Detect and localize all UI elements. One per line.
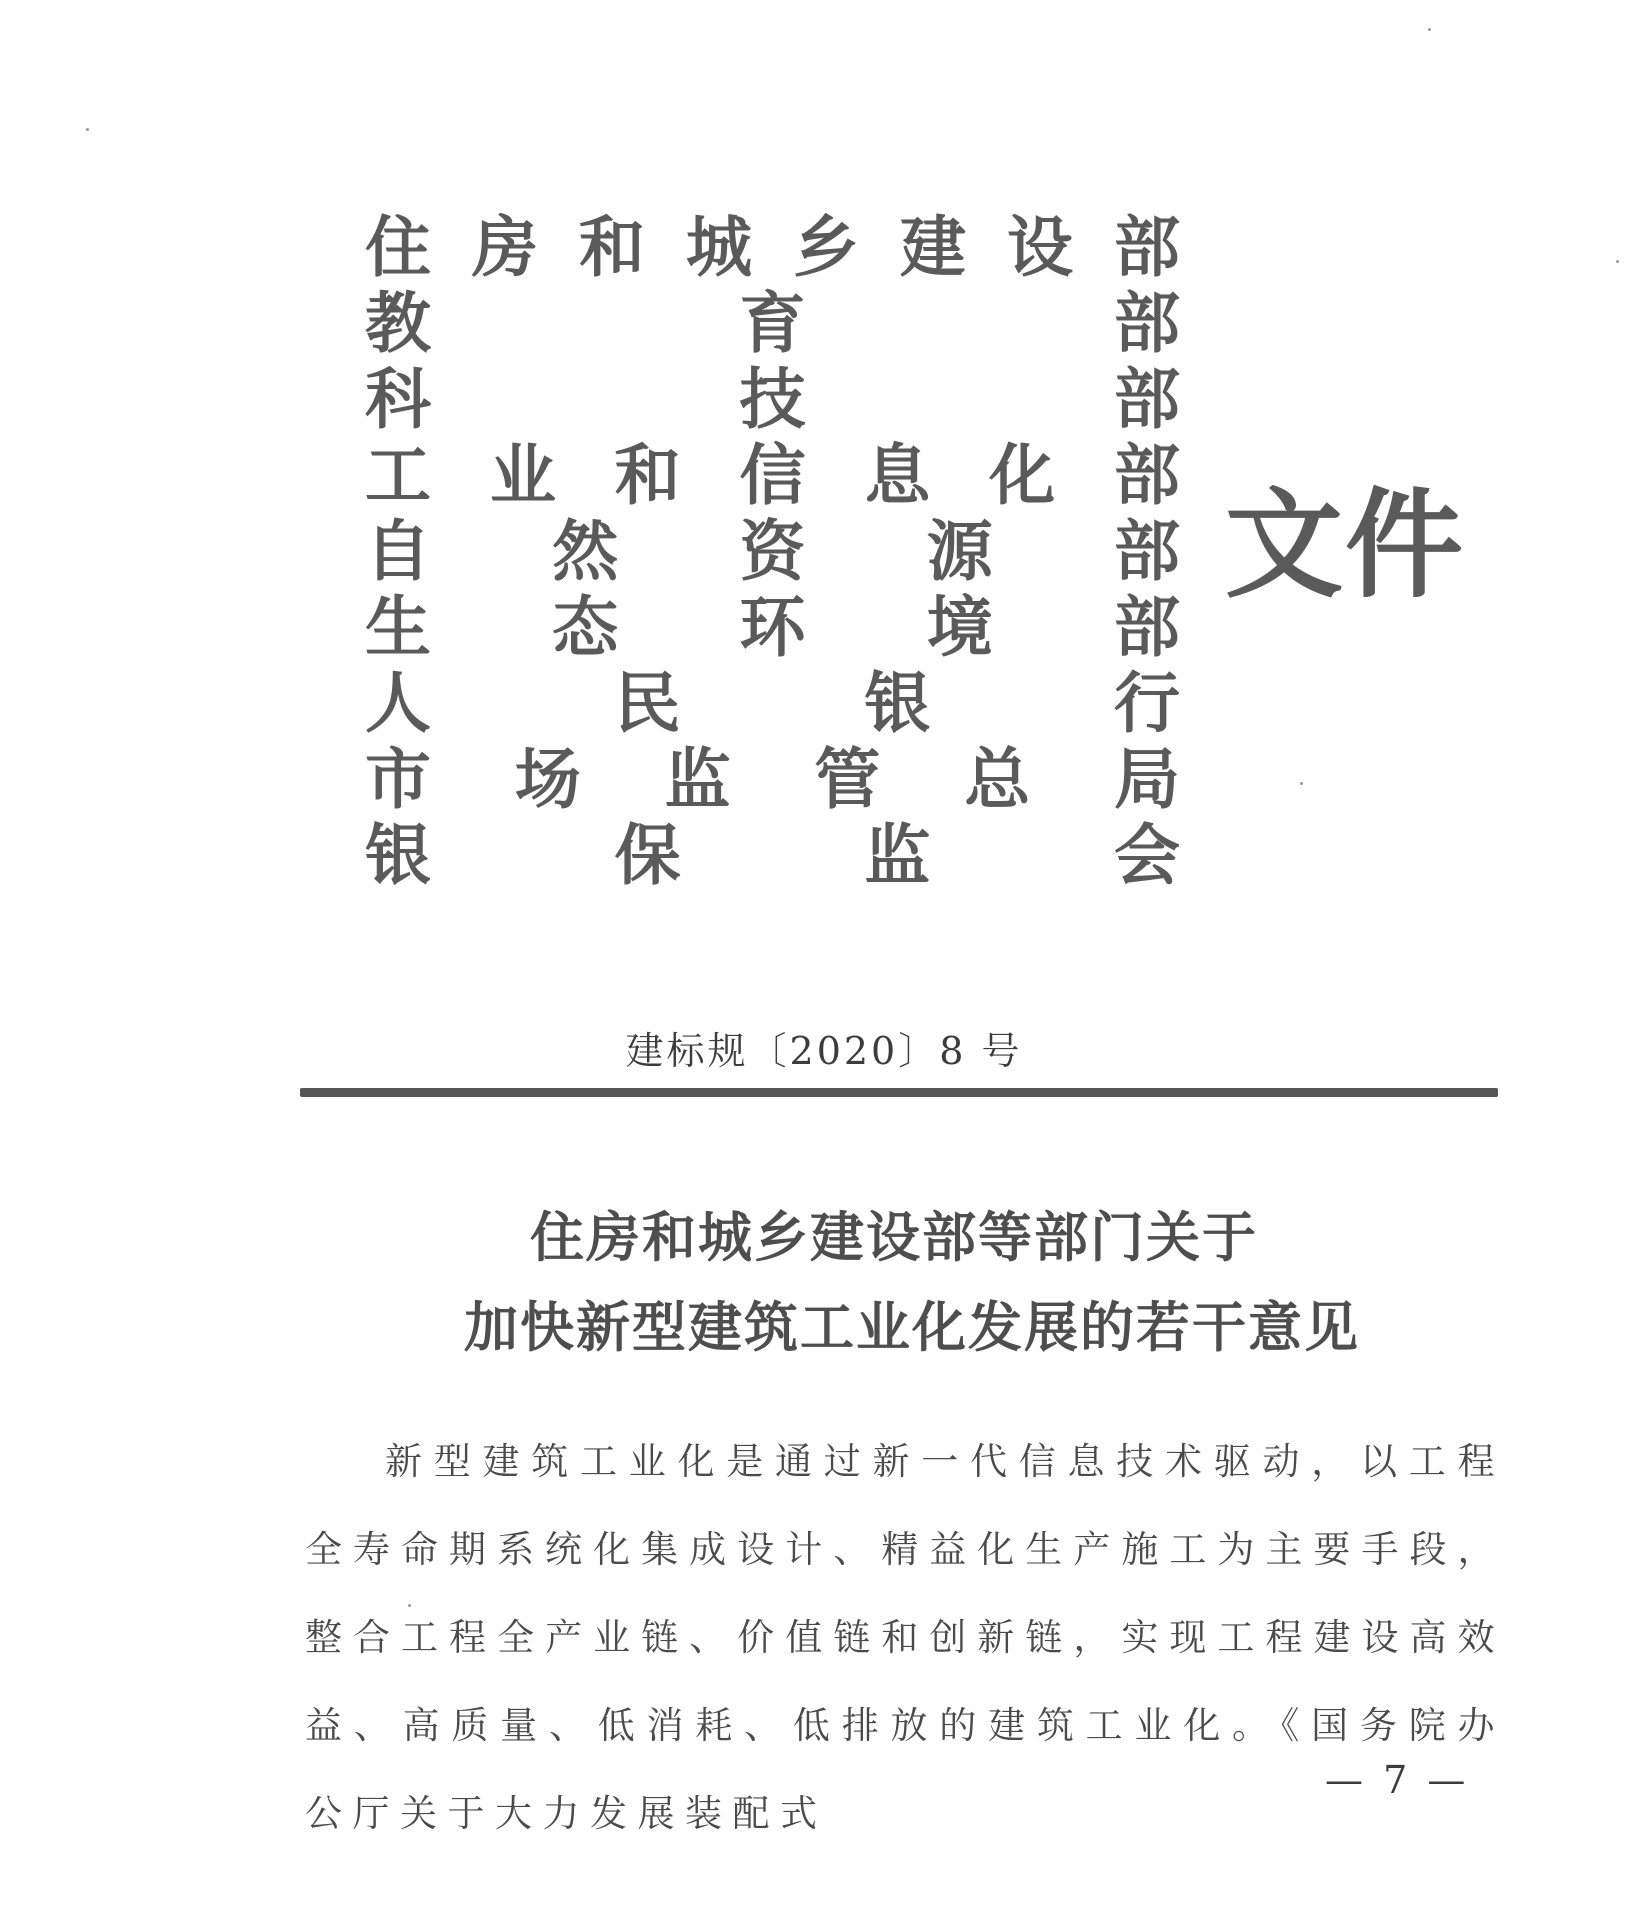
agency-char: 民 <box>614 665 681 742</box>
agency-char: 部 <box>1114 209 1180 286</box>
scan-speck <box>1616 260 1619 263</box>
document-number: 建标规〔2020〕8 号 <box>625 1029 1023 1073</box>
agency-char: 技 <box>739 361 806 438</box>
agency-char: 市 <box>365 741 431 818</box>
agency-char: 教 <box>365 285 431 362</box>
agency-char: 银 <box>864 665 931 742</box>
agency-char: 部 <box>1114 589 1180 666</box>
agency-char: 住 <box>365 209 431 286</box>
agency-char: 场 <box>514 741 581 818</box>
document-label: 文件 <box>1225 476 1466 614</box>
agency-char: 人 <box>365 665 431 742</box>
agency-char: 环 <box>739 589 806 666</box>
agency-char: 管 <box>814 741 881 818</box>
agency-char: 科 <box>365 361 431 438</box>
agency-char: 息 <box>864 437 931 514</box>
issuing-agencies <box>365 210 1180 894</box>
agency-row <box>365 286 1180 362</box>
agency-row <box>365 514 1180 590</box>
scan-speck <box>1428 28 1431 31</box>
agency-char: 部 <box>1114 361 1180 438</box>
agency-char: 源 <box>926 513 993 590</box>
agency-row <box>365 742 1180 818</box>
agency-char: 境 <box>926 589 993 666</box>
agency-char: 监 <box>664 741 731 818</box>
agency-char: 监 <box>864 817 931 894</box>
agency-row <box>365 362 1180 438</box>
agency-char: 建 <box>900 209 966 286</box>
agency-char: 银 <box>365 817 431 894</box>
agency-char: 总 <box>964 741 1031 818</box>
agency-char: 局 <box>1113 741 1180 818</box>
header-divider <box>300 1088 1498 1097</box>
agency-char: 乡 <box>793 209 859 286</box>
scan-speck <box>86 128 89 131</box>
agency-char: 业 <box>489 437 556 514</box>
body-paragraph: 新型建筑工业化是通过新一代信息技术驱动，以工程全寿命期系统化集成设计、精益化生产施工为主要手段，整合工程全产业链、价值链和创新链，实现工程建设高效益、高质量、低消耗、低排放的建筑工业化。《国务院办公厅关于大力发展装配式 <box>305 1440 1505 1835</box>
agency-char: 部 <box>1114 513 1180 590</box>
agency-char: 部 <box>1113 437 1180 514</box>
agency-row <box>365 666 1180 742</box>
agency-char: 和 <box>579 209 645 286</box>
agency-row <box>365 818 1180 894</box>
agency-char: 城 <box>686 209 752 286</box>
agency-char: 行 <box>1113 665 1180 742</box>
agency-char: 信 <box>739 437 806 514</box>
agency-char: 生 <box>365 589 431 666</box>
scan-speck <box>408 1604 411 1607</box>
agency-char: 设 <box>1007 209 1073 286</box>
agency-char: 态 <box>552 589 619 666</box>
agency-char: 化 <box>989 437 1056 514</box>
document-title-line-1: 住房和城乡建设部等部门关于 <box>530 1206 1258 1269</box>
agency-char: 保 <box>614 817 681 894</box>
agency-row <box>365 210 1180 286</box>
agency-char: 房 <box>472 209 538 286</box>
agency-char: 会 <box>1113 817 1180 894</box>
agency-char: 自 <box>365 513 431 590</box>
agency-row <box>365 590 1180 666</box>
agency-char: 部 <box>1114 285 1180 362</box>
scan-speck <box>1300 782 1303 785</box>
agency-char: 然 <box>552 513 619 590</box>
page-number: — 7 — <box>1325 1758 1470 1802</box>
agency-char: 育 <box>739 285 806 362</box>
agency-char: 资 <box>739 513 806 590</box>
agency-row <box>365 438 1180 514</box>
agency-char: 工 <box>365 437 431 514</box>
document-title-line-2: 加快新型建筑工业化发展的若干意见 <box>464 1296 1360 1359</box>
agency-char: 和 <box>614 437 681 514</box>
